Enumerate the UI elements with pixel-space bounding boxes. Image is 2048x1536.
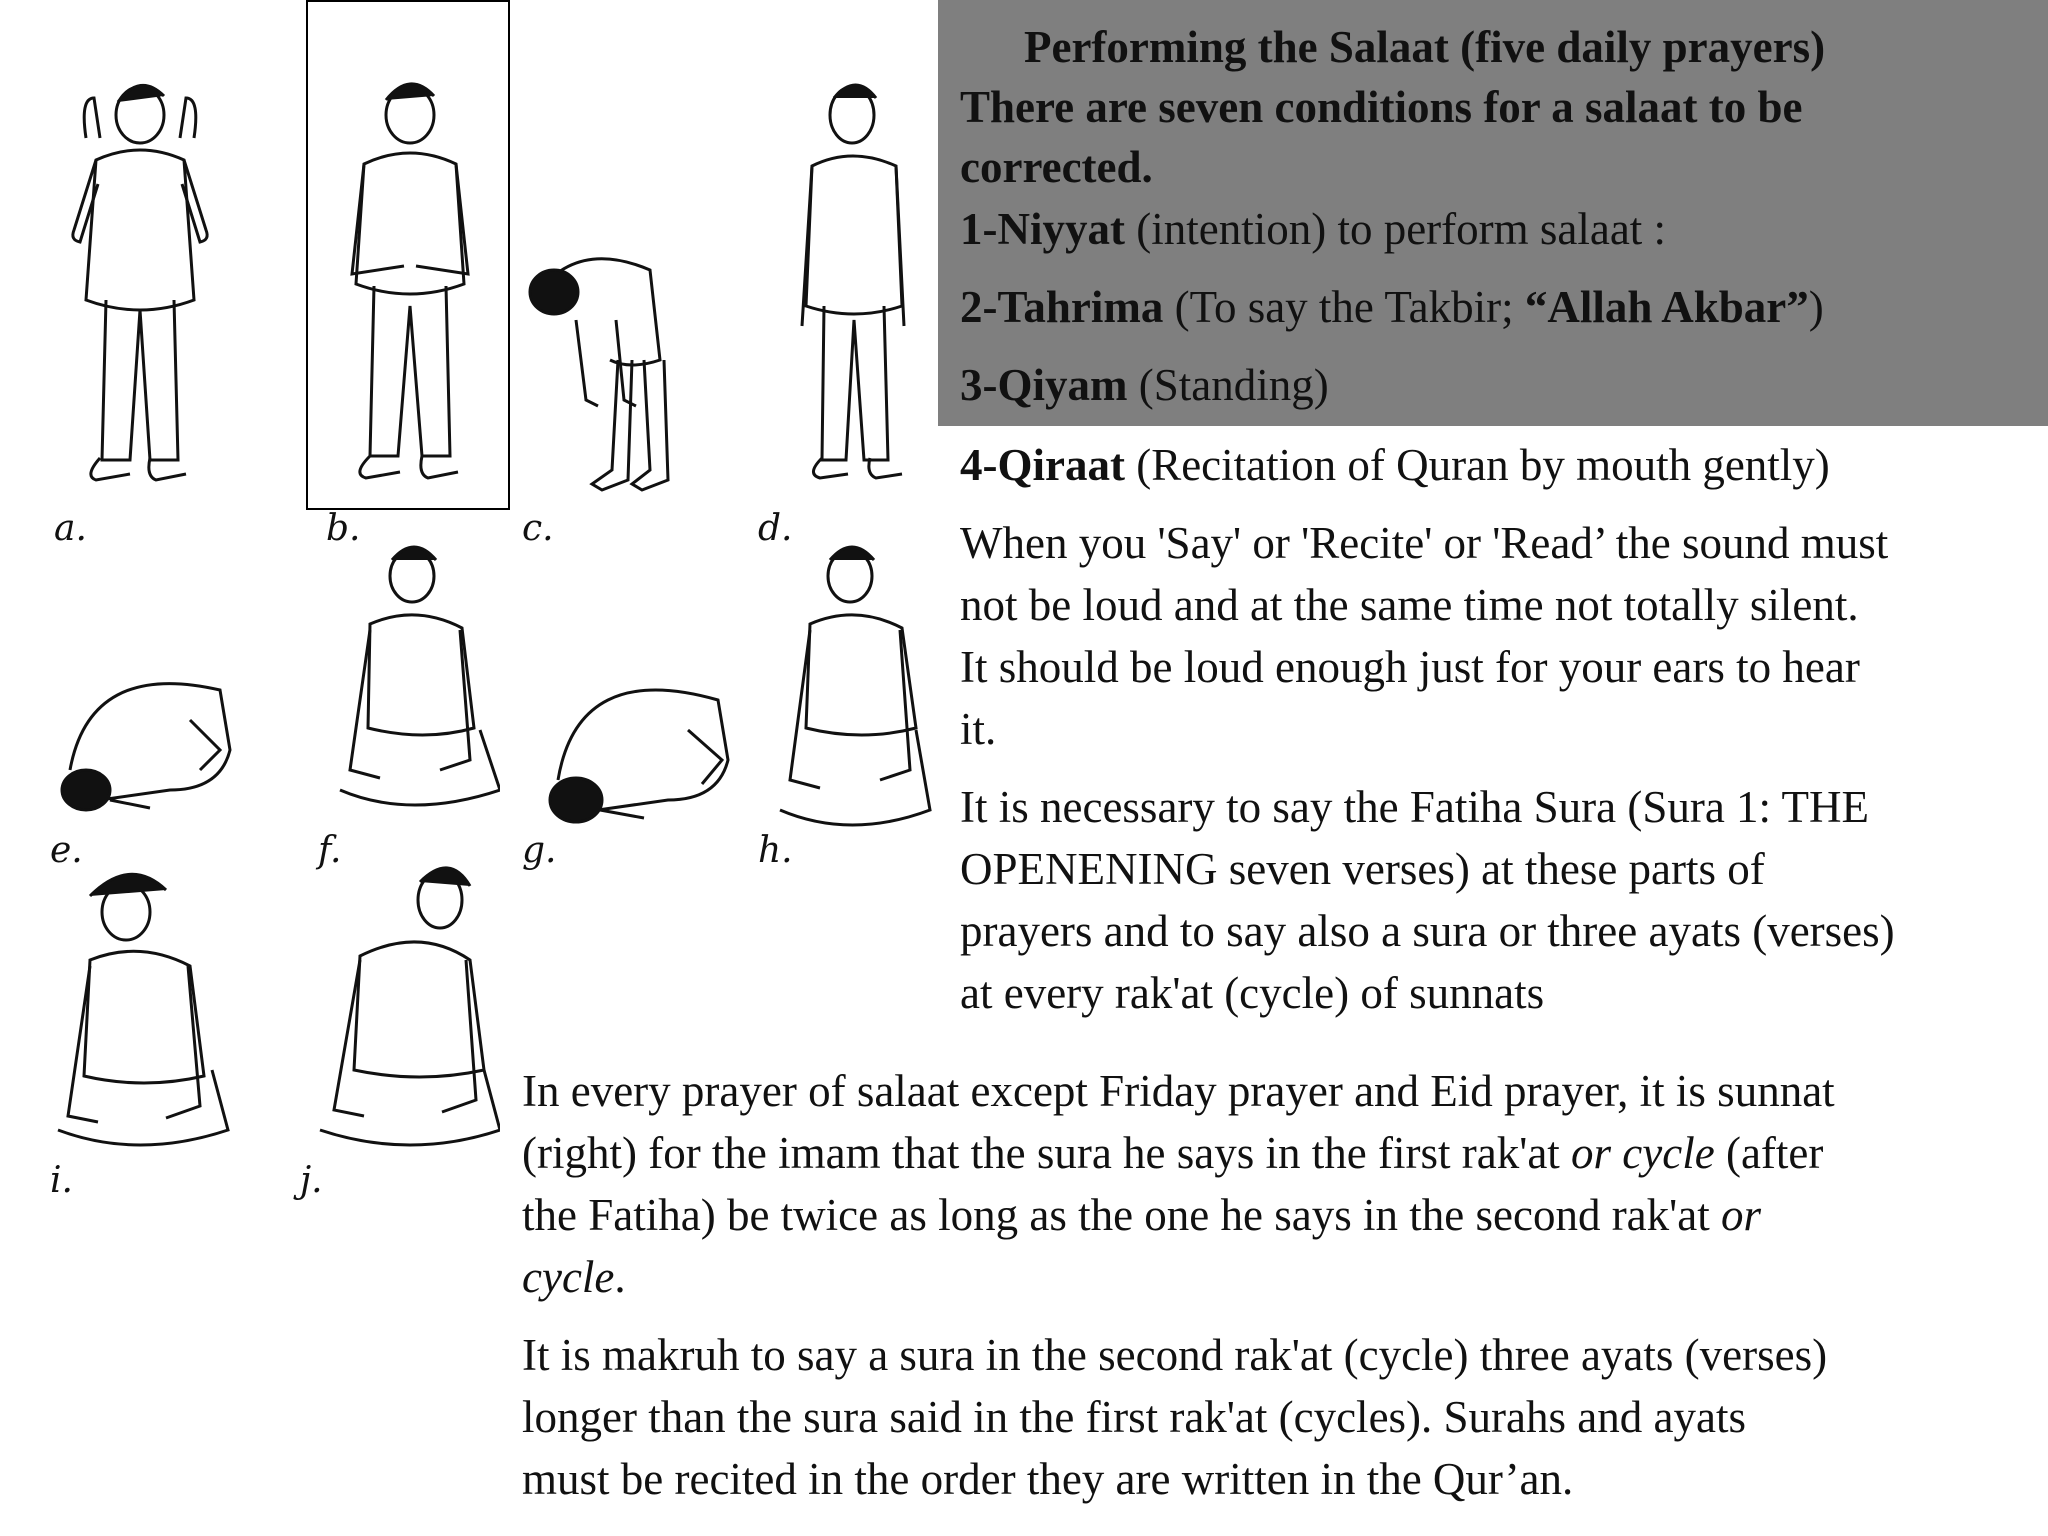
figure-sitting-salam: [310, 860, 500, 1160]
condition-3-desc: (Standing): [1127, 360, 1329, 410]
subtitle-line-1: There are seven conditions for a salaat to be: [960, 82, 1803, 132]
condition-2: [960, 276, 1824, 338]
condition-2-name: 2-Tahrima: [960, 282, 1164, 332]
paragraph-line: [522, 1184, 1835, 1246]
paragraph-line: not be loud and at the same time not totally silent.: [960, 580, 1859, 630]
paragraph-line: In every prayer of salaat except Friday prayer and Eid prayer, it is sunnat: [522, 1066, 1835, 1116]
paragraph-line: prayers and to say also a sura or three ayats (verses): [960, 906, 1895, 956]
paragraph-line: at every rak'at (cycle) of sunnats: [960, 968, 1545, 1018]
paragraph-line: It is makruh to say a sura in the second rak'at (cycle) three ayats (verses): [522, 1330, 1828, 1380]
text-run: .: [614, 1252, 626, 1302]
text-run: the Fatiha) be twice as long as the one he says in the second rak'at: [522, 1190, 1721, 1240]
figure-standing-straight: [790, 80, 920, 500]
page-title: Performing the Salaat (five daily prayers): [1024, 22, 1826, 72]
paragraph-line: [522, 1246, 1835, 1308]
italic-run: cycle: [522, 1252, 615, 1302]
subtitle-line-2: corrected.: [960, 142, 1153, 192]
label-i: i.: [50, 1160, 73, 1201]
condition-4-desc: (Recitation of Quran by mouth gently): [1124, 440, 1830, 490]
paragraph-line: OPENENING seven verses) at these parts of: [960, 844, 1765, 894]
figure-standing-hands-folded: [330, 80, 490, 500]
condition-3: [960, 354, 1329, 416]
figure-bowing-ruku: [520, 230, 670, 510]
paragraph-line: It should be loud enough just for your ears to hear: [960, 642, 1860, 692]
condition-3-name: 3-Qiyam: [960, 360, 1128, 410]
paragraph-makruh: [522, 1324, 1827, 1510]
paragraph-line: must be recited in the order they are written in the Qur’an.: [522, 1454, 1574, 1504]
label-g: g.: [522, 830, 557, 871]
paragraph-imam-sura: [522, 1060, 1835, 1308]
paragraph-fatiha: [960, 776, 1895, 1024]
text-run: (after: [1714, 1128, 1824, 1178]
label-d: d.: [758, 508, 793, 549]
condition-1-desc: (intention) to perform salaat :: [1124, 204, 1667, 254]
text-run: (right) for the imam that the sura he says in the first rak'at: [522, 1128, 1572, 1178]
condition-2-desc-post: ): [1808, 282, 1824, 332]
condition-4: [960, 434, 1830, 496]
figure-sitting-tashahhud: [50, 870, 230, 1160]
condition-2-desc-pre: (To say the Takbir;: [1163, 282, 1525, 332]
figure-prostration-sajda-2: [528, 650, 748, 840]
label-a: a.: [54, 508, 87, 549]
paragraph-line: It is necessary to say the Fatiha Sura (Sura 1: THE: [960, 782, 1869, 832]
italic-run: or cycle: [1571, 1128, 1715, 1178]
figure-sitting-1: [330, 540, 500, 820]
paragraph-line: [522, 1122, 1835, 1184]
condition-1: [960, 198, 1666, 260]
label-j: j.: [300, 1160, 323, 1201]
italic-run: or: [1720, 1190, 1761, 1240]
label-c: c.: [522, 508, 554, 549]
condition-2-quote: “Allah Akbar”: [1524, 282, 1809, 332]
figure-hands-raised: [60, 80, 220, 500]
condition-1-name: 1-Niyyat: [960, 204, 1125, 254]
label-f: f.: [318, 830, 342, 871]
label-e: e.: [50, 830, 83, 871]
figure-prostration-sajda-1: [40, 650, 240, 830]
paragraph-recite-sound: [960, 512, 1888, 760]
condition-4-name: 4-Qiraat: [960, 440, 1125, 490]
paragraph-line: When you 'Say' or 'Recite' or 'Read’ the sound must: [960, 518, 1889, 568]
figure-sitting-2: [770, 540, 940, 840]
paragraph-line: it.: [960, 704, 997, 754]
paragraph-line: longer than the sura said in the first rak'at (cycles). Surahs and ayats: [522, 1392, 1746, 1442]
label-b: b.: [326, 508, 361, 549]
label-h: h.: [758, 830, 793, 871]
